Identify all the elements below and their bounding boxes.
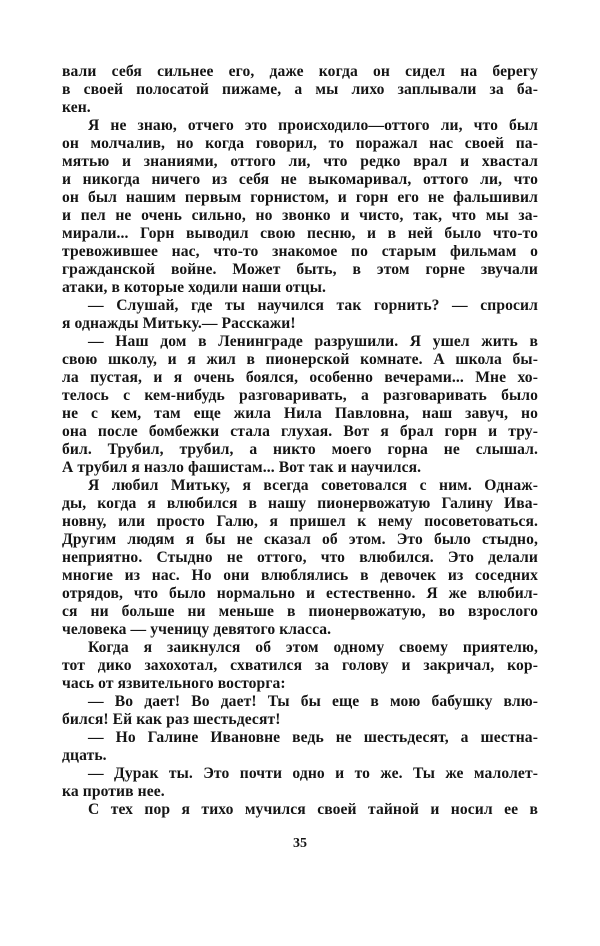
text-line: он был нашим первым горнистом, и горн его не фальшивил xyxy=(62,189,538,206)
text-line: тот дико захохотал, схватился за голову и закричал, кор- xyxy=(62,657,538,674)
text-line: неприятно. Стыдно не оттого, что влюбился. Это делали xyxy=(62,549,538,566)
text-line: — Слушай, где ты научился так горнить? — спросил xyxy=(88,297,538,314)
text-line: — Во дает! Во дает! Ты бы еще в мою бабушку влю- xyxy=(88,693,538,710)
text-line: Когда я заикнулся об этом одному своему приятелю, xyxy=(88,639,538,656)
text-line: — Наш дом в Ленинграде разрушили. Я ушел жить в xyxy=(88,333,538,350)
paragraph xyxy=(62,333,538,477)
text-line: я однажды Митьку.— Расскажи! xyxy=(62,315,296,332)
paragraph xyxy=(62,297,538,333)
text-line: вали себя сильнее его, даже когда он сидел на берегу xyxy=(62,63,538,80)
text-line: многие из нас. Но они влюблялись в девочек из соседних xyxy=(62,567,538,584)
text-line: в своей полосатой пижаме, а мы лихо заплывали за ба- xyxy=(62,81,538,98)
text-line: и пел не очень сильно, но звонко и чисто, так, что мы за- xyxy=(62,207,538,224)
paragraph xyxy=(62,765,538,801)
text-line: отрядов, что было нормально и естественно. Я же влюбил- xyxy=(62,585,538,602)
text-line: мирали... Горн выводил свою песню, и в ней было что-то xyxy=(62,225,538,242)
page-number: 35 xyxy=(293,836,307,851)
text-line: Я любил Митьку, я всегда советовался с ним. Однаж- xyxy=(88,477,538,494)
text-line: тревожившее нас, что-то знакомое по старым фильмам о xyxy=(62,243,538,260)
paragraph xyxy=(62,729,538,765)
text-line: ла пустая, и я очень боялся, особенно вечерами... Мне хо- xyxy=(62,369,538,386)
text-line: атаки, в которые ходили наши отцы. xyxy=(62,279,327,296)
text-line: она после бомбежки стала глухая. Вот я брал горн и тру- xyxy=(62,423,538,440)
paragraph xyxy=(62,63,538,117)
paragraph xyxy=(62,639,538,693)
text-line: Другим людям я бы не сказал об этом. Это было стыдно, xyxy=(62,531,538,548)
text-line: и никогда ничего из себя не выкомаривал, оттого ли, что xyxy=(62,171,538,188)
text-line: бился! Ей как раз шестьдесят! xyxy=(62,711,281,728)
text-line: свою школу, и я жил в пионерской комнате. А школа бы- xyxy=(62,351,538,368)
text-line: новну, или просто Галю, я пришел к нему посоветоваться. xyxy=(62,513,538,530)
paragraph xyxy=(62,477,538,639)
text-line: С тех пор я тихо мучился своей тайной и носил ее в xyxy=(88,801,538,818)
text-line: ды, когда я влюбился в нашу пионервожатую Галину Ива- xyxy=(62,495,538,512)
book-page-text xyxy=(62,63,538,819)
paragraph xyxy=(62,801,538,819)
paragraph xyxy=(62,117,538,297)
text-line: не с кем, там еще жила Нила Павловна, наш завуч, но xyxy=(62,405,538,422)
text-line: ка против нее. xyxy=(62,783,165,800)
text-line: бил. Трубил, трубил, а никто моего горна не слышал. xyxy=(62,441,538,458)
text-line: ся ни больше ни меньше в пионервожатую, во взрослого xyxy=(62,603,538,620)
text-line: кен. xyxy=(62,99,91,116)
text-line: он молчалив, но когда говорил, то поражал нас своей па- xyxy=(62,135,538,152)
text-line: А трубил я назло фашистам... Вот так и научился. xyxy=(62,459,422,476)
text-line: — Но Галине Ивановне ведь не шестьдесят, а шестна- xyxy=(88,729,538,746)
text-line: дцать. xyxy=(62,747,107,764)
text-line: телось с кем-нибудь разговаривать, а разговаривать было xyxy=(62,387,538,404)
text-line: чась от язвительного восторга: xyxy=(62,675,286,692)
text-line: — Дурак ты. Это почти одно и то же. Ты же малолет- xyxy=(88,765,538,782)
paragraph xyxy=(62,693,538,729)
text-line: Я не знаю, отчего это происходило—оттого ли, что был xyxy=(88,117,538,134)
text-line: мятью и знаниями, оттого ли, что редко врал и хвастал xyxy=(62,153,538,170)
text-line: человека — ученицу девятого класса. xyxy=(62,621,332,638)
text-line: гражданской войне. Может быть, в этом горне звучали xyxy=(62,261,538,278)
